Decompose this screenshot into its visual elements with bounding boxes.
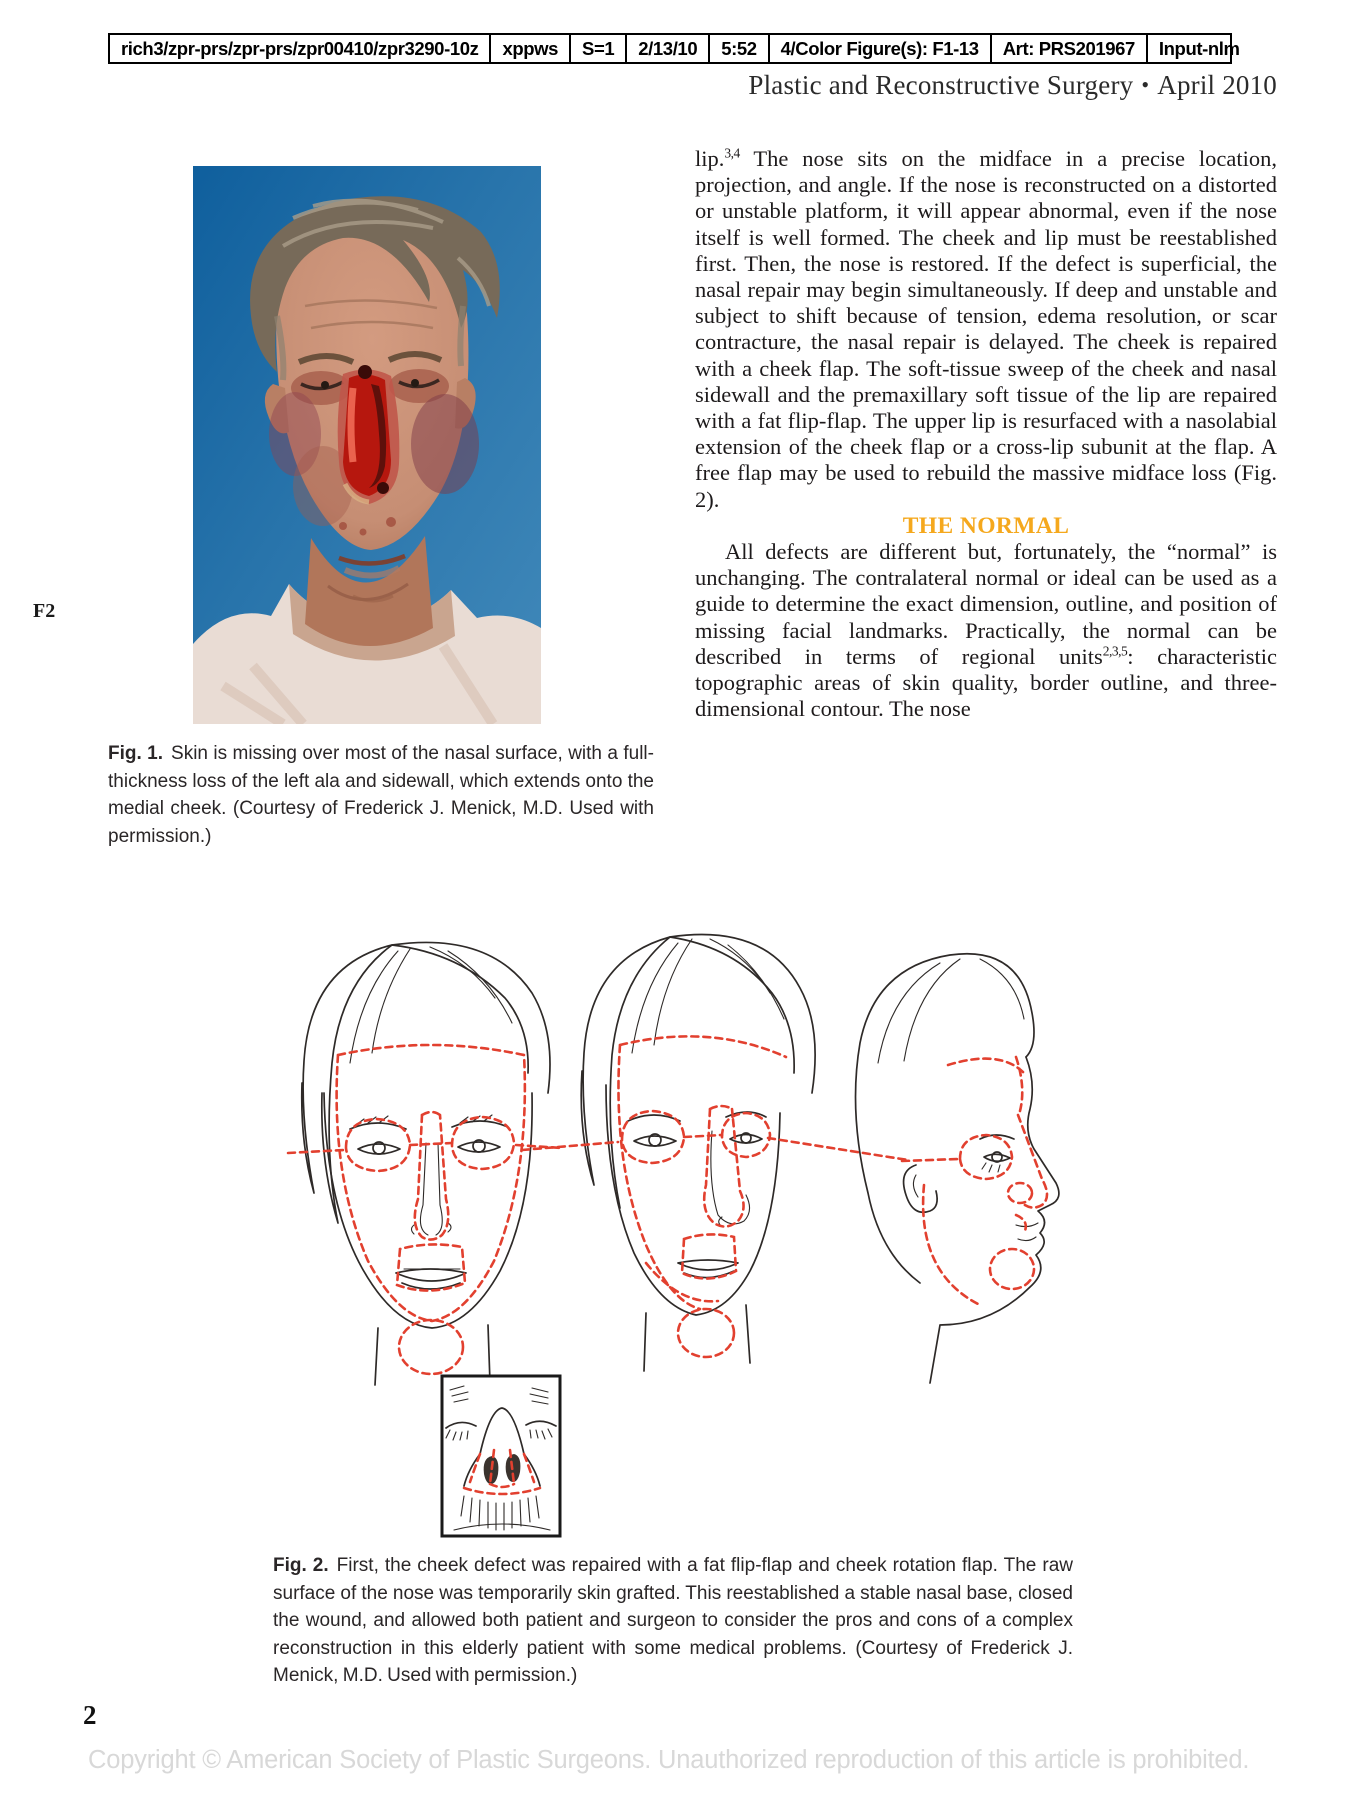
body-paragraph-2 — [695, 539, 1277, 722]
proof-session: S=1 — [571, 35, 627, 62]
paragraph2-lead: All defects are different but, fortunately, the “normal” is unchanging. The contralateral normal or ideal can be used as a guide to determine the exact dimension, outline, and position of missing facial landmarks. Practically, the normal can be described in terms of regional units — [695, 539, 1277, 669]
copyright-footer: Copyright © American Society of Plastic Surgeons. Unauthorized reproduction of this article is prohibited. — [88, 1746, 1250, 1774]
paragraph2-text: : characteristic topographic areas of skin quality, border outline, and three-dimensional contour. The nose — [695, 643, 1278, 722]
bullet-separator: • — [1141, 72, 1150, 97]
figure2-illustration — [240, 898, 1100, 1543]
proof-time: 5:52 — [710, 35, 769, 62]
proof-xppws: xppws — [491, 35, 571, 62]
proof-color-figures: 4/Color Figure(s): F1-13 — [770, 35, 992, 62]
running-head — [0, 70, 1277, 101]
figure2-caption-text: First, the cheek defect was repaired with a fat flip-flap and cheek rotation flap. The raw surface of the nose was temporarily skin grafted. This reestablished a stable nasal base, closed the wound, and allowed both patient and surgeon to consider the pros and cons of a complex reconstruction in this elderly patient with some medical problems. (Courtesy of Frederick J. Menick, M.D. Used with permission.) — [273, 1555, 1073, 1686]
proof-date: 2/13/10 — [627, 35, 710, 62]
page-number: 2 — [83, 1700, 97, 1730]
paragraph1-lead: lip. — [695, 146, 725, 171]
figure2-caption-label: Fig. 2. — [273, 1555, 329, 1576]
figure-callout-F2: F2 — [33, 600, 56, 622]
proof-slug-bar — [108, 33, 1240, 64]
section-heading-the-normal: THE NORMAL — [902, 512, 1070, 539]
proof-art-number: Art: PRS201967 — [992, 35, 1148, 62]
paragraph1-text: The nose sits on the midface in a precise location, projection, and angle. If the nose is reconstructed on a distorted or unstable platform, it will appear abnormal, even if the nose itself is well formed. The cheek and lip must be reestablished first. Then, the nose is restored. If the defect is superficial, the nasal repair may begin simultaneously. If deep and unstable and subject to shift because of tension, edema resolution, or scar contracture, the nasal repair is delayed. The cheek is repaired with a cheek flap. The soft-tissue sweep of the cheek and nasal sidewall and the premaxillary soft tissue of the lip are repaired with a fat flip-flap. The upper lip is resurfaced with a nasolabial extension of the cheek flap or a cross-lip subunit at the flap. A free flap may be used to rebuild the massive midface loss (Fig. 2). — [695, 146, 1277, 512]
figure2-caption — [273, 1552, 1073, 1690]
figure2-illustration-art — [240, 898, 1100, 1543]
journal-title: Plastic and Reconstructive Surgery — [748, 70, 1134, 100]
figure1-caption — [108, 740, 654, 850]
issue-date: April 2010 — [1157, 70, 1277, 100]
proof-slug-path: rich3/zpr-prs/zpr-prs/zpr00410/zpr3290-10z — [110, 35, 491, 62]
body-column — [695, 146, 1277, 722]
figure1-photo — [193, 166, 541, 724]
proof-input: Input-nlm — [1158, 37, 1240, 59]
reference-superscript: 2,3,5 — [1102, 643, 1128, 659]
figure1-caption-text: Skin is missing over most of the nasal surface, with a full-thickness loss of the left ala and sidewall, which extends onto the medial cheek. (Courtesy of Frederick J. Menick, M.D. Used with permission.) — [108, 743, 654, 847]
body-paragraph-1 — [695, 146, 1277, 513]
reference-superscript: 3,4 — [724, 145, 740, 161]
figure1-caption-label: Fig. 1. — [108, 743, 164, 764]
figure1-photo-art — [193, 166, 541, 724]
